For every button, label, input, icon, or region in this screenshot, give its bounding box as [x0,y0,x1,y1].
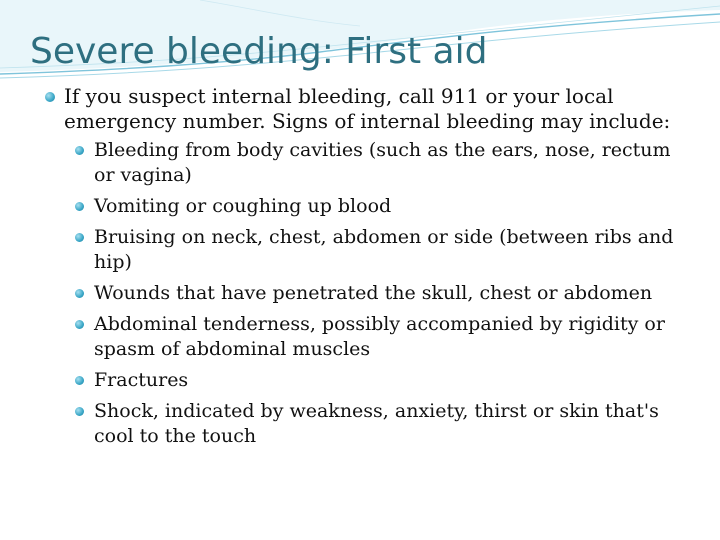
bullet-dot-icon [75,407,84,416]
bullet-dot-icon [45,92,55,102]
main-bullet-text: If you suspect internal bleeding, call 911 or your local emergency number. Signs of internal bleeding may include: [64,84,671,133]
bullet-dot-icon [75,320,84,329]
sub-bullet [75,281,685,306]
sub-bullet-text: Wounds that have penetrated the skull, chest or abdomen [94,282,653,304]
sub-bullet-text: Bruising on neck, chest, abdomen or side (between ribs and hip) [94,226,674,273]
sub-bullet-text: Shock, indicated by weakness, anxiety, thirst or skin that's cool to the touch [94,400,659,447]
sub-bullet [75,399,685,449]
bullet-dot-icon [75,202,84,211]
sub-bullet [75,225,685,275]
sub-bullet-text: Abdominal tenderness, possibly accompanied by rigidity or spasm of abdominal muscles [94,313,665,360]
sub-bullet [75,368,685,393]
sub-bullet-text: Vomiting or coughing up blood [94,195,392,217]
main-bullet [45,84,685,134]
bullet-dot-icon [75,146,84,155]
sub-bullet [75,312,685,362]
sub-bullet-list [75,138,685,449]
slide-content [45,84,685,455]
bullet-dot-icon [75,376,84,385]
sub-bullet-text: Fractures [94,369,189,391]
bullet-dot-icon [75,289,84,298]
slide-title: Severe bleeding: First aid [30,31,488,72]
sub-bullet [75,138,685,188]
sub-bullet-text: Bleeding from body cavities (such as the ears, nose, rectum or vagina) [94,139,671,186]
bullet-dot-icon [75,233,84,242]
sub-bullet [75,194,685,219]
